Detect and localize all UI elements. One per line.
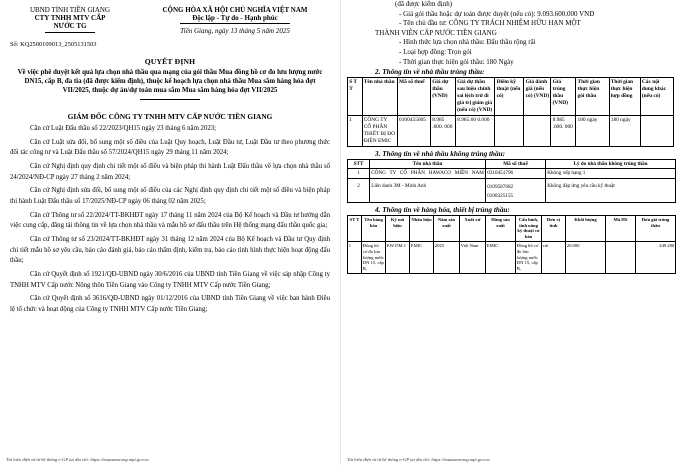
table-header-cell: ST T xyxy=(348,215,362,241)
table-header-row xyxy=(348,160,676,169)
table-header-cell: Đơn giá trúng thầu xyxy=(636,215,676,241)
table-header-cell: Khối lượng xyxy=(566,215,606,241)
legal-basis-paragraph: Căn cứ Quyết định số 3616/QĐ-UBND ngày 01/12/2016 của UBND tỉnh Tiền Giang về việc ban hành Điều lệ tổ chức và hoạt động của Công ty TNHH MTV Cấp nước Tiền Giang; xyxy=(10,295,330,314)
table-cell: 8.985 .600. 000 xyxy=(551,116,576,147)
company-name-line2: NƯỚC TG xyxy=(53,22,87,31)
package-line: - Tên chủ đầu tư: CÔNG TY TRÁCH NHIỆM HỮU HẠN MỘT xyxy=(399,19,581,28)
table-row xyxy=(348,241,676,273)
table-cell: CÔNG TY CỔ PHẦN THIẾT BỊ ĐO ĐIỆN EMIC xyxy=(362,116,397,147)
table-header-row xyxy=(348,215,676,241)
table-cell: CÔNG TY CỔ PHẦN HAWACO MIỀN NAM xyxy=(371,170,484,177)
page-footer: Tải biểu điện tử từ hệ thống e-GP tại địa chỉ: https://muasamcong.mpi.gov.vn xyxy=(6,457,149,462)
table-cell: Không đáp ứng yêu cầu kỹ thuật xyxy=(546,178,676,202)
document-page-2 xyxy=(340,0,680,465)
winning-bidder-table xyxy=(347,77,674,147)
national-header-block xyxy=(140,6,330,36)
legal-basis-paragraph: Căn cứ Nghị định sửa đổi, bổ sung một số điều của các Nghị định quy định chi tiết một số điều và biện pháp thi hành Luật Đấu thầu số 17/2025/NĐ-CP ngày 06 tháng 02 năm 2025; xyxy=(10,187,330,205)
table-header-cell: Giá trúng thầu (VND) xyxy=(551,78,576,116)
table-header-cell: Các nội dung khác (nếu có) xyxy=(640,78,673,116)
package-line: - Loại hợp đồng: Trọn gói xyxy=(399,47,472,56)
table-cell: Liên danh 3M - Minh Anh xyxy=(370,178,486,202)
package-line: - Giá gói thầu hoặc dự toán được duyệt (nếu có): 9.093.600.000 VND xyxy=(399,9,595,18)
table-header-cell: Mã số thuế xyxy=(397,78,430,116)
table-cell: EMIC xyxy=(410,241,434,273)
legal-basis-paragraph: Căn cứ Thông tư số 22/2024/TT-BKHĐT ngày 17 tháng 11 năm 2024 của Bộ Kế hoạch và Đầu tư hướng dẫn việc cung cấp, đăng tải thông tin về lựa chọn nhà thầu và mẫu hồ sơ đấu thầu trên Hệ thống mạng đấu thầu quốc gia; xyxy=(10,211,330,230)
national-motto: Độc lập - Tự do - Hạnh phúc xyxy=(192,14,278,23)
table-cell: 1 xyxy=(348,169,370,178)
legal-basis-paragraph: Căn cứ Nghị định quy định chi tiết một số điều và biện pháp thi hành Luật Đấu thầu về lựa chọn nhà thầu số 24/2024/NĐ-CP ngày 27 tháng 2 năm 2024; xyxy=(10,162,330,181)
table-header-cell: Đơn vị tính xyxy=(542,215,566,241)
table-cell: 20.000 xyxy=(566,241,606,273)
table-header-cell: Mã số thuế xyxy=(486,160,546,169)
table-cell: EMIC xyxy=(486,241,516,273)
table-cell: 180 ngày xyxy=(609,116,640,147)
table-header-cell: STT xyxy=(348,160,370,169)
table-header-cell: Giá dự thầu sau hiệu chỉnh sai lệch trừ đi giá trị giảm giá (nếu có) (VND) xyxy=(455,78,494,116)
legal-basis-paragraph: Căn cứ Luật sửa đổi, bổ sung một số điều của Luật Quy hoạch, Luật Đầu tư, Luật Đầu tư theo phương thức đối tác công tư và Luật Đấu thầu số 57/2024/QH15 ngày 29 tháng 11 năm 2024; xyxy=(10,138,330,157)
table-header-cell: Hãng sản xuất xyxy=(486,215,516,241)
table-cell: 1 xyxy=(348,116,363,147)
page-footer: Tải biểu điện tử từ hệ thống e-GP tại địa chỉ: https://muasamcong.mpi.gov.vn xyxy=(347,457,490,462)
table-header-cell: Ký mã hiệu xyxy=(386,215,410,241)
section-goods: 4. Thông tin về hàng hóa, thiết bị trúng thầu: xyxy=(375,205,510,214)
package-line: (đã được kiểm định) xyxy=(395,0,453,8)
table-header-cell: S T T xyxy=(348,78,363,116)
table-cell: 8.985 .600. 000 xyxy=(431,116,456,147)
director-heading: GIÁM ĐỐC CÔNG TY TNHH MTV CẤP NƯỚC TIỀN GIANG xyxy=(67,111,273,121)
table-header-cell: Giá dự thầu (VND) xyxy=(431,78,456,116)
table-cell: Đồng hồ cơ đo lưu lượng nước DN 15, cấp B, xyxy=(362,241,386,273)
table-header-cell: Lý do nhà thầu không trúng thầu xyxy=(546,160,676,169)
company-name-line1: CTY TNHH MTV CẤP xyxy=(34,14,106,23)
table-row xyxy=(348,116,674,147)
table-cell: 8.985.60 0.000 xyxy=(455,116,494,147)
table-cell: 0310451796 xyxy=(486,169,546,178)
motto-underline xyxy=(180,23,290,24)
table-header-cell: Nhãn hiệu xyxy=(410,215,434,241)
table-cell xyxy=(524,116,551,147)
table-cell: 2 xyxy=(348,178,370,202)
table-header-cell: Mã HS xyxy=(606,215,636,241)
legal-basis-paragraph: Căn cứ Luật Đấu thầu số 22/2023/QH15 ngày 23 tháng 6 năm 2023; xyxy=(30,124,217,132)
package-line: THÀNH VIÊN CẤP NƯỚC TIỀN GIANG xyxy=(375,28,497,37)
package-line: - Thời gian thực hiện gói thầu: 180 Ngày xyxy=(399,57,514,66)
table-row xyxy=(348,169,676,178)
table-header-cell: Thời gian thực hiện gói thầu xyxy=(576,78,609,116)
table-header-cell: Xuất xứ xyxy=(460,215,486,241)
legal-basis-list xyxy=(10,124,330,316)
table-cell: 0109587682 0108325155 xyxy=(486,178,546,202)
table-header-cell: Giá đánh giá (nếu có) (VND) xyxy=(524,78,551,116)
table-cell: 1 xyxy=(348,241,362,273)
table-cell: Việt Nam xyxy=(460,241,486,273)
table-cell: 2025 xyxy=(434,241,460,273)
agency-name: UBND TỈNH TIỀN GIANG xyxy=(29,6,111,14)
table-cell: 180 ngày xyxy=(576,116,609,147)
table-row xyxy=(348,178,676,202)
goods-table xyxy=(347,215,676,274)
section-winning-bidder: 2. Thông tin về nhà thầu trúng thầu: xyxy=(375,68,485,77)
table-cell: EW15M J xyxy=(386,241,410,273)
table-header-cell: Năm sản xuất xyxy=(434,215,460,241)
table-cell xyxy=(495,116,524,147)
legal-basis-paragraph: Căn cứ Quyết định số 1921/QĐ-UBND ngày 30/6/2016 của UBND tỉnh Tiền Giang về việc sáp nhập Công ty TNHH MTV Cấp nước Nông thôn Tiền Giang vào Công ty TNHH MTV Cấp nước Tiền Giang; xyxy=(10,271,330,289)
subtitle-divider xyxy=(140,99,200,100)
table-cell: Đồng hồ cơ đo lưu lượng nước DN 15, cấp B, xyxy=(516,241,542,273)
decision-subtitle: Về việc phê duyệt kết quả lựa chọn nhà thầu qua mạng của gói thầu Mua đồng hồ cơ đo lưu lượng nước DN15, cấp B, đa tia (đã được kiểm định), thuộc kế hoạch lựa chọn nhà thầu Mua sắm hàng hóa đợt VII/2025, thuộc dự án/dự toán mua sắm Mua sắm hàng hóa đợt VII/2025 xyxy=(17,68,323,94)
table-cell xyxy=(606,241,636,273)
table-cell: 449.280 xyxy=(636,241,676,273)
legal-basis-paragraph: Căn cứ Thông tư số 23/2024/TT-BKHĐT ngày 31 tháng 12 năm 2024 của Bộ Kế hoạch và Đầu tư Quy định chi tiết mẫu hồ sơ yêu cầu, báo cáo đánh giá, báo cáo thẩm định, kiểm tra, báo cáo tình hình thực hiện hoạt động đấu thầu; xyxy=(10,236,330,265)
table-header-cell: Tên hàng hóa xyxy=(362,215,386,241)
table-cell: 0100455005 xyxy=(397,116,430,147)
package-line: - Hình thức lựa chọn nhà thầu: Đấu thầu rộng rãi xyxy=(399,38,536,47)
decision-title: QUYẾT ĐỊNH xyxy=(144,56,196,66)
table-cell xyxy=(640,116,673,147)
table-cell: Không xếp hạng 1 xyxy=(546,169,676,178)
table-header-cell: Thời gian thực hiện hợp đồng xyxy=(609,78,640,116)
section-losing-bidders: 3. Thông tin về nhà thầu không trúng thầu: xyxy=(375,150,506,159)
issuing-agency-block xyxy=(10,6,130,36)
table-cell: cái xyxy=(542,241,566,273)
issue-date: Tiền Giang, ngày 13 tháng 5 năm 2025 xyxy=(180,27,290,36)
table-header-cell: Điểm kỹ thuật (nếu có) xyxy=(495,78,524,116)
document-number: Số: KQ2500109013_2505131503 xyxy=(10,40,97,48)
agency-underline xyxy=(45,32,95,33)
document-header xyxy=(10,6,330,36)
table-header-cell: Tên nhà thầu xyxy=(362,78,397,116)
republic-name: CỘNG HÒA XÃ HỘI CHỦ NGHĨA VIỆT NAM xyxy=(162,6,308,14)
table-header-row xyxy=(348,78,674,116)
table-header-cell: Cấu hình, tính năng kỹ thuật cơ bản xyxy=(516,215,542,241)
table-header-cell: Tên nhà thầu xyxy=(370,160,486,169)
losing-bidders-table xyxy=(347,159,676,203)
